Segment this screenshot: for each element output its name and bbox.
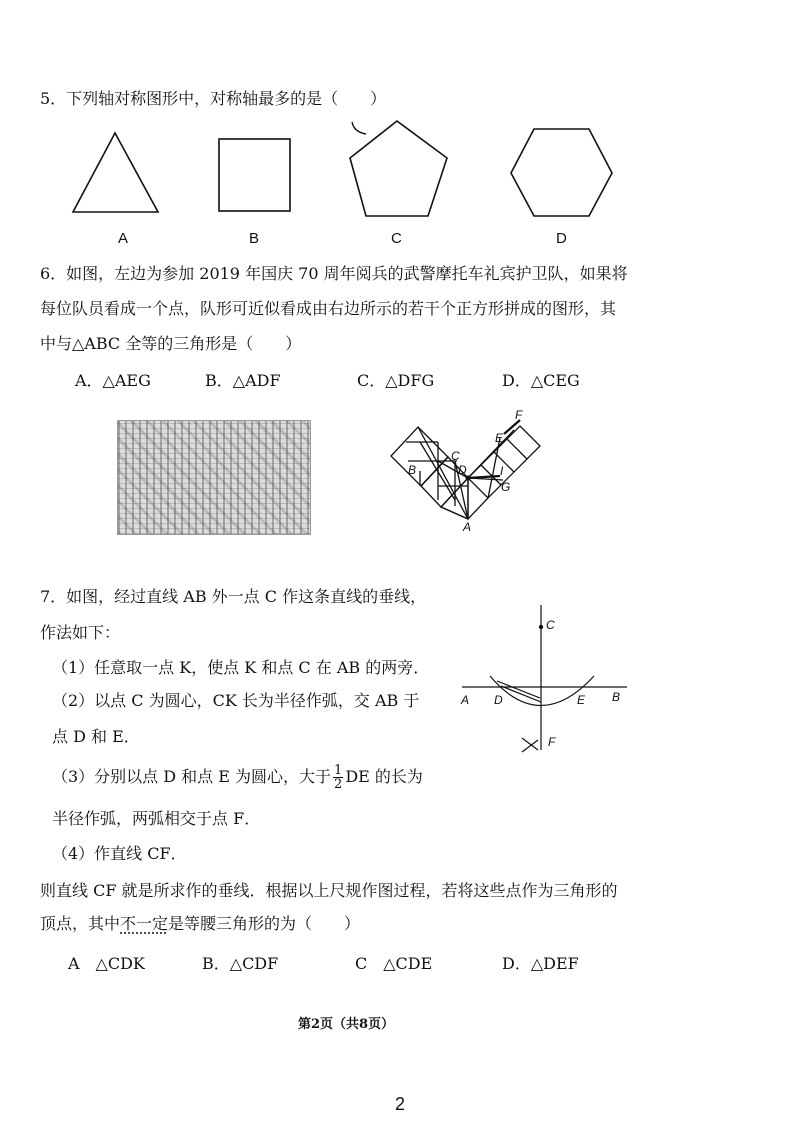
q7-step2b: 点 D 和 E． bbox=[52, 727, 140, 746]
q7-point-d: D bbox=[494, 693, 503, 707]
q7-option-c: C △CDE bbox=[355, 954, 433, 973]
q6-point-d: D bbox=[458, 463, 467, 477]
q5-label-b: B bbox=[249, 230, 260, 247]
q7-step3b: 半径作弧，两弧相交于点 F． bbox=[52, 809, 261, 828]
q5-label-d: D bbox=[556, 230, 567, 247]
q7-step1: （1）任意取一点 K，使点 K 和点 C 在 AB 的两旁． bbox=[52, 658, 430, 677]
q7-point-e: E bbox=[577, 693, 586, 707]
q6-option-d: D．△CEG bbox=[502, 371, 580, 390]
page-info-footer: 第2页（共8页） bbox=[298, 1017, 395, 1032]
q7-point-c: C bbox=[546, 618, 555, 632]
q7-line1: 7．如图，经过直线 AB 外一点 C 作这条直线的垂线， bbox=[40, 587, 427, 606]
q6-stem-line3: 中与△ABC 全等的三角形是（ ） bbox=[40, 334, 302, 353]
q6-point-c: C bbox=[451, 449, 460, 463]
q7-conclusion2-post: 是等腰三角形的为（ ） bbox=[168, 914, 361, 933]
q7-option-a: A △CDK bbox=[68, 954, 145, 973]
q7-option-b: B．△CDF bbox=[202, 954, 279, 973]
q6-point-g: G bbox=[501, 480, 511, 494]
q5-stem: 5．下列轴对称图形中，对称轴最多的是（ ） bbox=[40, 89, 387, 108]
q7-conclusion2-pre: 顶点，其中 bbox=[40, 914, 121, 933]
q6-option-a: A．△AEG bbox=[75, 371, 151, 390]
q6-point-i: I bbox=[500, 464, 504, 478]
q7-step3a-post: DE 的长为 bbox=[345, 767, 423, 786]
q7-step4: （4）作直线 CF． bbox=[52, 844, 187, 863]
q7-step3a-pre: （3）分别以点 D 和点 E 为圆心，大于 bbox=[52, 767, 332, 786]
q6-point-e: E bbox=[495, 431, 504, 445]
q5-label-c: C bbox=[391, 230, 402, 247]
q6-option-c: C．△DFG bbox=[357, 371, 435, 390]
q7-conclusion1: 则直线 CF 就是所求作的垂线．根据以上尺规作图过程，若将这些点作为三角形的 bbox=[40, 881, 618, 900]
q7-point-f: F bbox=[548, 735, 556, 749]
page-number: 2 bbox=[395, 1094, 406, 1114]
q6-point-f: F bbox=[515, 408, 523, 422]
q7-emphasis: 不一定 bbox=[120, 914, 169, 933]
q6-option-b: B．△ADF bbox=[205, 371, 281, 390]
q6-stem-line1: 6．如图，左边为参加 2019 年国庆 70 周年阅兵的武警摩托车礼宾护卫队，如果将 bbox=[40, 264, 628, 283]
q6-stem-line2: 每位队员看成一个点，队形可近似看成由右边所示的若干个正方形拼成的图形，其 bbox=[40, 299, 617, 318]
q7-point-a: A bbox=[461, 693, 470, 707]
q5-label-a: A bbox=[118, 230, 129, 247]
fraction-numerator: 1 bbox=[334, 763, 343, 778]
fraction-denominator: 2 bbox=[334, 777, 343, 792]
q7-option-d: D．△DEF bbox=[502, 954, 579, 973]
q7-point-b: B bbox=[612, 690, 621, 704]
q6-point-b: B bbox=[408, 463, 417, 477]
q6-point-a: A bbox=[463, 520, 472, 534]
q7-line2: 作法如下： bbox=[40, 623, 121, 642]
q7-step2a: （2）以点 C 为圆心，CK 长为半径作弧，交 AB 于 bbox=[52, 691, 420, 710]
